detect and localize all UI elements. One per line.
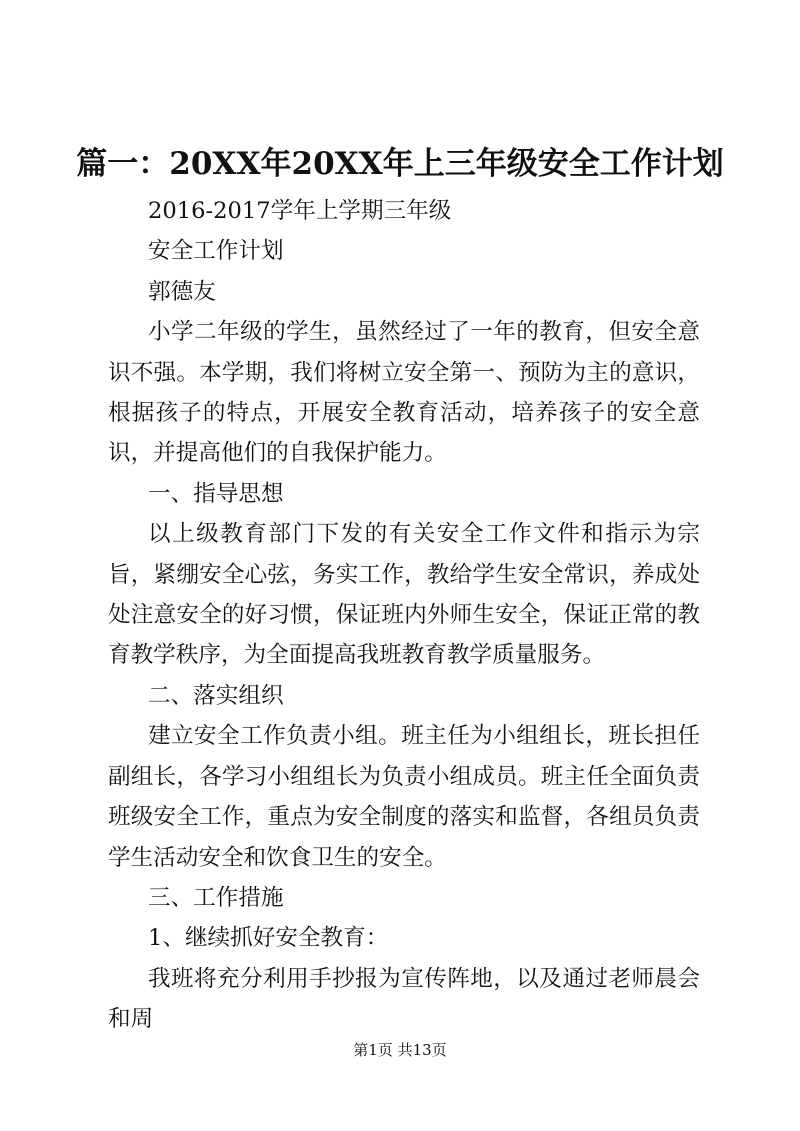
paragraph-safety-education: 我班将充分利用手抄报为宣传阵地，以及通过老师晨会和周 [108,965,700,1033]
paragraph-author: 郭德友 [148,278,216,305]
paragraph-intro: 小学二年级的学生，虽然经过了一年的教育，但安全意识不强。本学期，我们将树立安全第一、预防为主的意识，根据孩子的特点，开展安全教育活动，培养孩子的安全意识，并提高他们的自我保护能力。 [108,319,700,467]
paragraph-plan-name: 安全工作计划 [148,238,284,265]
paragraph-organization: 建立安全工作负责小组。班主任为小组组长，班长担任副组长，各学习小组组长为负责小组成员。班主任全面负责班级安全工作，重点为安全制度的落实和监督，各组员负责学生活动安全和饮食卫生的安全。 [108,723,700,871]
document-body [108,191,700,1040]
section-heading-measures: 三、工作措施 [148,884,284,911]
section-heading-guiding-thought: 一、指导思想 [148,480,284,507]
paragraph-guiding-thought: 以上级教育部门下发的有关安全工作文件和指示为宗旨，紧绷安全心弦，务实工作，教给学生安全常识，养成处处注意安全的好习惯，保证班内外师生安全，保证正常的教育教学秩序，为全面提高我班教育教学质量服务。 [108,521,700,669]
paragraph-school-year: 2016-2017学年上学期三年级 [148,198,452,224]
page-footer: 第1页 共13页 [353,1041,447,1059]
document-title: 篇一：20XX年20XX年上三年级安全工作计划 [76,146,724,182]
subheading-safety-education: 1、继续抓好安全教育： [148,925,389,952]
section-heading-organization: 二、落实组织 [148,682,284,709]
